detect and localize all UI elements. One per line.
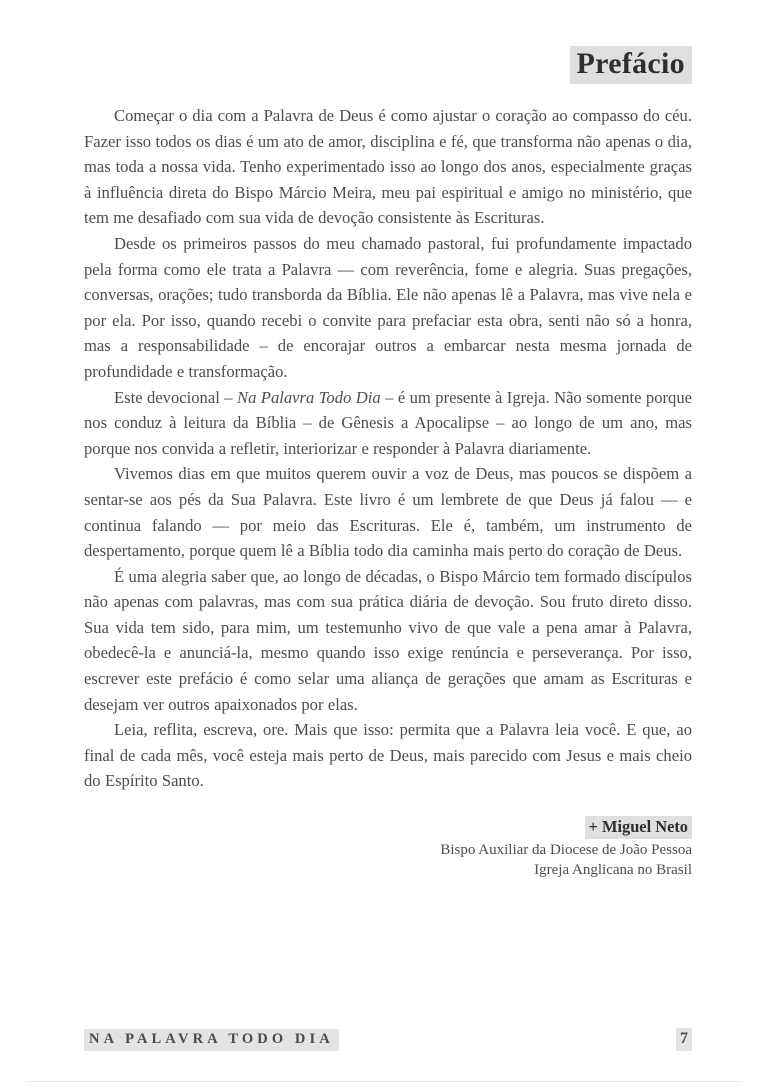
paragraph-2: Desde os primeiros passos do meu chamado pastoral, fui profundamente impactado pela forma como ele trata a Palavra — com reverência, fome e alegria. Suas pregações, conversas, orações; tudo transborda da Bíblia. Ele não apenas lê a Palavra, mas vive nela e por ela. Por isso, quando recebi o convite para prefaciar esta obra, senti não só a honra, mas a responsabilidade – de encorajar outros a embarcar nesta mesma jornada de profundidade e transformação. (84, 233, 692, 381)
signature-organization: Igreja Anglicana no Brasil (534, 862, 692, 879)
page-footer (84, 1028, 692, 1051)
paragraph-3-lead: Este devocional – (114, 387, 237, 407)
signature-name: + Miguel Neto (585, 816, 692, 839)
paragraph-3 (84, 385, 692, 462)
page-title: Prefácio (570, 46, 692, 84)
page-title-row (84, 0, 692, 84)
signature-block (84, 816, 692, 880)
page-bottom-edge (28, 1081, 740, 1082)
footer-page-number: 7 (676, 1028, 692, 1051)
signature-role: Bispo Auxiliar da Diocese de João Pessoa (440, 842, 692, 859)
paragraph-6: Leia, reflita, escreva, ore. Mais que isso: permita que a Palavra leia você. E que, ao final de cada mês, você esteja mais perto de Deus, mais parecido com Jesus e mais cheio do Espírito Santo. (84, 720, 692, 791)
body-text (84, 103, 692, 794)
page-content (84, 0, 692, 880)
footer-book-title: NA PALAVRA TODO DIA (84, 1029, 339, 1051)
paragraph-3-tail: – é um presente à Igreja. Não somente porque nos conduz à leitura da Bíblia – de Gênesis a Apocalipse – ao longo de um ano, mas porque nos convida a refletir, interiorizar e responder à Palavra diariamente. (84, 387, 692, 458)
paragraph-4: Vivemos dias em que muitos querem ouvir a voz de Deus, mas poucos se dispõem a sentar-se aos pés da Sua Palavra. Este livro é um lembrete de que Deus já falou — e continua falando — por meio das Escrituras. Ele é, também, um instrumento de despertamento, porque quem lê a Bíblia todo dia caminha mais perto do coração de Deus. (84, 464, 692, 561)
book-title-italic: Na Palavra Todo Dia (237, 387, 381, 407)
paragraph-5: É uma alegria saber que, ao longo de décadas, o Bispo Márcio tem formado discípulos não apenas com palavras, mas com sua prática diária de devoção. Sou fruto direto disso. Sua vida tem sido, para mim, um testemunho vivo de que vale a pena amar à Palavra, obedecê-la e anunciá-la, mesmo quando isso exige renúncia e perseverança. Por isso, escrever este prefácio é como selar uma aliança de gerações que amam as Escrituras e desejam ver outros apaixonados por elas. (84, 566, 692, 714)
paragraph-1: Começar o dia com a Palavra de Deus é como ajustar o coração ao compasso do céu. Fazer isso todos os dias é um ato de amor, disciplina e fé, que transforma não apenas o dia, mas toda a nossa vida. Tenho experimentado isso ao longo dos anos, especialmente graças à influência direta do Bispo Márcio Meira, meu pai espiritual e amigo no ministério, que tem me desafiado com sua vida de devoção consistente às Escrituras. (84, 106, 692, 228)
